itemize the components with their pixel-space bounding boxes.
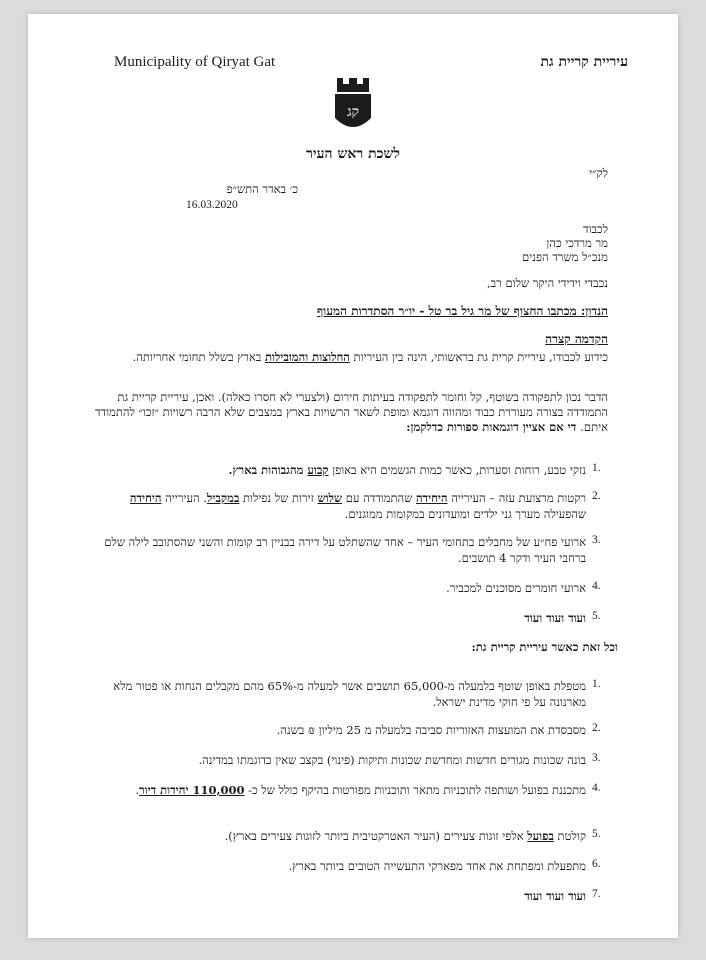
list2-number: 2. bbox=[592, 722, 601, 734]
office-title: לשכת ראש העיר bbox=[306, 146, 400, 162]
list1-item: נזקי טבע, רוחות וסערות, כאשר כמות הגשמים היא באופן קבוע מהגבוהות בארץ. bbox=[228, 463, 586, 477]
list1-item: ארועי פח״ע של מחבלים בתחומי העיר – אחד שהשתלט על דירה בבניין רב קומות והשני שהסתובב לילה שלם ברחבי העיר ודקר 4 תושבים. bbox=[104, 535, 586, 565]
list1-item: ועוד ועוד ועוד bbox=[524, 611, 586, 625]
list1-number: 3. bbox=[592, 534, 601, 546]
list2-item: מתפעלת ומפתחת את אחד מפארקי התעשייה הטובים ביותר בארץ. bbox=[288, 859, 586, 873]
municipality-logo-icon bbox=[331, 74, 375, 138]
list2-item: ועוד ועוד ועוד bbox=[524, 889, 586, 903]
list1-number: 4. bbox=[592, 580, 601, 592]
list2-item: קולטת בפועל אלפי זוגות צעירים (העיר האטרקטיבית ביותר לזוגות צעירים בארץ). bbox=[224, 829, 586, 843]
logo-emblem-text: קג bbox=[346, 104, 360, 120]
gregorian-date: 16.03.2020 bbox=[186, 199, 238, 211]
greeting: נכבדי וידידי היקר שלום רב, bbox=[486, 276, 608, 290]
list2-item: מטפלת באופן שוטף בלמעלה מ-65,000 תושבים אשר למעלה מ-65% מהם מקבלים הנחות או פטור מלא מארנונה על פי חוקי מדינת ישראל. bbox=[113, 679, 586, 709]
list2-item: מסבסדת את המועצות האזוריות סביבה בלמעלה מ 25 מיליון ₪ בשנה. bbox=[276, 723, 586, 737]
list2-number: 5. bbox=[592, 828, 601, 840]
list2-number: 7. bbox=[592, 888, 601, 900]
intro-heading: הקדמה קצרה bbox=[545, 332, 608, 346]
list2-item: מתכננת בפועל ושותפה לתוכניות מתאר ותוכניות מפורטות בהיקף כולל של כ- 110,000 יחידות דיור. bbox=[135, 783, 586, 797]
list2-number: 6. bbox=[592, 858, 601, 870]
list1-item: ארועי חומרים מסוכנים למכביר. bbox=[446, 581, 586, 595]
municipality-name-english: Municipality of Qiryat Gat bbox=[114, 54, 276, 70]
list1-number: 1. bbox=[592, 462, 601, 474]
recipient-name: מר מרדכי כהן bbox=[546, 236, 608, 250]
list2-number: 1. bbox=[592, 678, 601, 690]
list2-item: בונה שכונות מגורים חדשות ומחדשת שכונות ותיקות (פינוי) בקצב שאין כדוגמתו במדינה. bbox=[198, 753, 586, 767]
document-page bbox=[28, 14, 678, 938]
list2-number: 3. bbox=[592, 752, 601, 764]
recipient-salutation: לכבוד bbox=[582, 222, 608, 236]
list1-item: רקטות מרצועת עזה – העירייה היחידה שהתמודדה עם שלוש זירות של נפילות במקביל. העירייה היחידה שהפעילה מערך גני ילדים ומועדונים במקומות ממוגנים. bbox=[129, 491, 586, 521]
recipient-title: מנכ״ל משרד הפנים bbox=[522, 250, 608, 264]
reference-mark: לק״י bbox=[589, 166, 608, 180]
intro-paragraph: כידוע לכבודו, עיריית קרית גת בראשותי, הינה בין העיריות החלוצות והמובילות בארץ בשלל תחומי אחריותה. bbox=[132, 350, 608, 364]
municipality-name-hebrew: עיריית קריית גת bbox=[540, 54, 628, 70]
subject-line: הנדון: מכתבו החצוף של מר גיל בר טל - יו״ר הסתדרות המעוף bbox=[316, 304, 608, 318]
context-paragraph: הדבר נכון לתפקודה בשוטף, קל וחומר לתפקודה בעיתות חירום (ולצערי לא חסרו כאלה). ואכן, עיריית קריית גת התמודדה בצורה מעוררת כבוד ומהווה דוגמא ומופת לשאר הרשויות בארץ במצבים שלא הרבה רשויות ״זכו״ להתמודד איתם. די אם אציין דוגמאות ספורות כדלקמן: bbox=[95, 390, 608, 434]
hebrew-date: כ׳ באדר התש״פ bbox=[226, 182, 298, 196]
list1-number: 5. bbox=[592, 610, 601, 622]
list2-number: 4. bbox=[592, 782, 601, 794]
list1-number: 2. bbox=[592, 490, 601, 502]
transition-line: וכל זאת כאשר עיריית קריית גת: bbox=[471, 640, 618, 654]
